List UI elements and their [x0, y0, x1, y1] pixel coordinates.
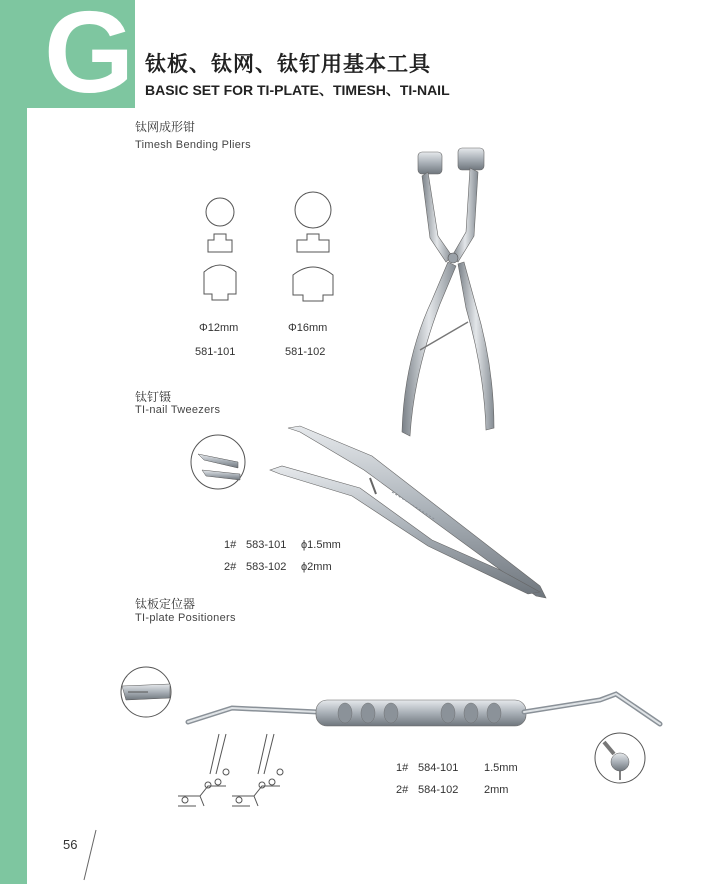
- positioner-illustration: [188, 694, 660, 726]
- item-number: 2#: [224, 561, 237, 573]
- variant-diameter: Φ12mm: [199, 322, 239, 334]
- item-number: 1#: [396, 762, 409, 774]
- variant-code: 581-102: [285, 346, 326, 358]
- positioner-left-tip-detail-icon: [121, 667, 171, 717]
- item-number: 2#: [396, 784, 409, 796]
- item-code: 583-101: [246, 539, 287, 551]
- positioner-right-tip-detail-icon: [595, 733, 645, 783]
- plate-usage-diagram-2: [232, 734, 283, 806]
- section-title-cn: 钛板定位器: [135, 597, 196, 611]
- tweezers-illustration: [270, 426, 546, 598]
- item-size: ϕ1.5mm: [301, 539, 341, 551]
- page-number: 56: [63, 837, 78, 852]
- section-title-en: TI-nail Tweezers: [135, 404, 221, 416]
- bending-pliers-illustration: [402, 148, 494, 436]
- plate-usage-diagram-1: [178, 734, 229, 806]
- item-code: 584-102: [418, 784, 459, 796]
- jaw-diagram-16mm: [293, 192, 333, 301]
- item-size: 2mm: [484, 784, 509, 796]
- item-size: 1.5mm: [484, 762, 518, 774]
- tweezers-tip-detail-icon: [191, 435, 245, 489]
- item-code: 584-101: [418, 762, 459, 774]
- jaw-diagram-12mm: [204, 198, 236, 300]
- item-number: 1#: [224, 539, 237, 551]
- section-title-en: Timesh Bending Pliers: [135, 139, 251, 151]
- page-title-en: BASIC SET FOR TI-PLATE、TIMESH、TI-NAIL: [145, 82, 450, 98]
- section-title-cn: 钛网成形钳: [135, 120, 196, 134]
- page-divider: [84, 830, 96, 880]
- section-title-cn: 钛钉镊: [135, 390, 172, 404]
- chapter-letter: G: [44, 0, 135, 117]
- variant-diameter: Φ16mm: [288, 322, 328, 334]
- variant-code: 581-101: [195, 346, 236, 358]
- item-size: ϕ2mm: [301, 561, 332, 573]
- item-code: 583-102: [246, 561, 287, 573]
- section-title-en: TI-plate Positioners: [135, 612, 236, 624]
- page-title-cn: 钛板、钛网、钛钉用基本工具: [145, 51, 431, 76]
